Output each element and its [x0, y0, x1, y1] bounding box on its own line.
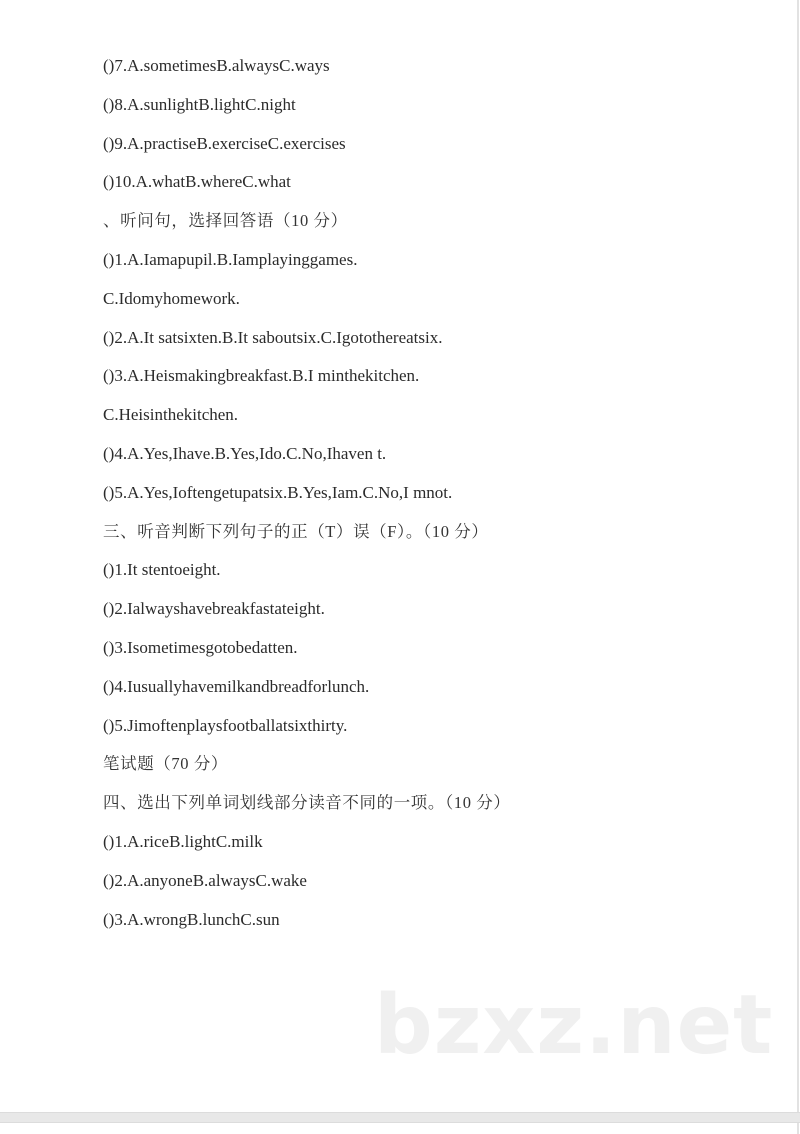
next-page-top [0, 1123, 799, 1134]
question-line: ()8.A.sunlightB.lightC.night [103, 94, 296, 114]
question-line: ()1.It stentoeight. [103, 560, 221, 580]
question-line: ()7.A.sometimesB.alwaysC.ways [103, 56, 330, 75]
watermark: bzxz.net [374, 978, 774, 1073]
question-line: C.Heisinthekitchen. [103, 405, 239, 425]
question-line: ()3.A.Heismakingbreakfast.B.I minthekitchen. [103, 366, 420, 386]
question-line: ()2.A.It satsixten.B.It saboutsix.C.Igotothereatsix. [103, 327, 443, 347]
question-line: ()10.A.whatB.whereC.what [103, 172, 291, 192]
page-separator [0, 1112, 800, 1123]
section-heading: 三、听音判断下列句子的正（T）误（F）。（10 分） [103, 521, 489, 541]
question-line: ()3.Isometimesgotobedatten. [103, 637, 298, 657]
section-heading: 、听问句，选择回答语（10 分） [103, 211, 348, 231]
question-line: ()1.A.Iamapupil.B.Iamplayinggames. [103, 249, 358, 269]
question-line: ()9.A.practiseB.exerciseC.exercises [103, 133, 346, 153]
question-line: ()4.Iusuallyhavemilkandbreadforlunch. [103, 676, 370, 696]
question-line: ()5.Jimoftenplaysfootballatsixthirty. [103, 715, 348, 735]
section-heading: 四、选出下列单词划线部分读音不同的一项。（10 分） [103, 793, 511, 813]
section-heading: 笔试题（70 分） [103, 754, 229, 774]
question-line: ()2.A.anyoneB.alwaysC.wake [103, 870, 307, 890]
question-line: ()1.A.riceB.lightC.milk [103, 831, 263, 851]
question-line: C.Idomyhomework. [103, 288, 240, 308]
question-line: ()5.A.Yes,Ioftengetupatsix.B.Yes,Iam.C.No,I mnot. [103, 482, 453, 502]
question-line: ()2.Ialwayshavebreakfastateight. [103, 599, 325, 619]
document-body [103, 54, 510, 946]
question-line: ()4.A.Yes,Ihave.B.Yes,Ido.C.No,Ihaven t. [103, 443, 387, 463]
question-line: ()3.A.wrongB.lunchC.sun [103, 909, 280, 929]
